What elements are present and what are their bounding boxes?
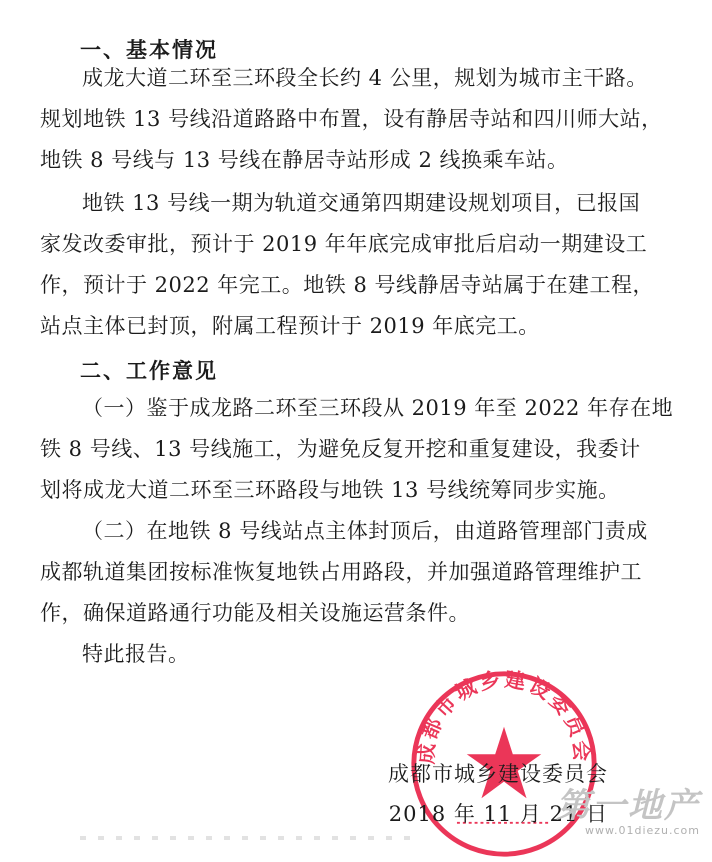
text-line: （一）鉴于成龙路二环至三环段从 2019 年至 2022 年存在地 xyxy=(82,396,674,420)
closing-text: 特此报告。 xyxy=(82,642,190,666)
text-line: 铁 8 号线、13 号线施工，为避免反复开挖和重复建设，我委计 xyxy=(40,437,641,461)
section-heading-basic-info: 一、基本情况 xyxy=(80,38,218,62)
paragraph-road-overview xyxy=(40,58,690,181)
watermark-logo: 第一地产 xyxy=(556,786,700,826)
paragraph-opinion-one xyxy=(40,388,690,511)
text-line: 规划地铁 13 号线沿道路路中布置，设有静居寺站和四川师大站， xyxy=(40,107,663,131)
site-watermark xyxy=(556,788,700,837)
section-heading-work-opinions: 二、工作意见 xyxy=(80,359,218,383)
paragraph-metro-plan xyxy=(40,183,690,347)
text-line: 地铁 8 号线与 13 号线在静居寺站形成 2 线换乘车站。 xyxy=(40,148,569,172)
text-line: 成都轨道集团按标准恢复地铁占用路段，并加强道路管理维护工 xyxy=(40,560,642,584)
text-line: 成龙大道二环至三环段全长约 4 公里，规划为城市主干路。 xyxy=(82,66,648,90)
text-line: 划将成龙大道二环至三环路段与地铁 13 号线统筹同步实施。 xyxy=(40,478,620,502)
watermark-url: www.01diezu.com xyxy=(584,824,700,837)
text-line: 家发改委审批，预计于 2019 年年底完成审批后启动一期建设工 xyxy=(40,232,648,256)
text-line: 地铁 13 号线一期为轨道交通第四期建设规划项目，已报国 xyxy=(82,191,641,215)
text-line: （二）在地铁 8 号线站点主体封顶后，由道路管理部门责成 xyxy=(82,519,648,543)
paragraph-opinion-two xyxy=(40,511,690,634)
issue-date: 2018 年 11 月 21 日 xyxy=(388,802,608,826)
seal-arc-text: 成都市城乡建设委员会 xyxy=(413,667,595,765)
issuing-organization: 成都市城乡建设委员会 xyxy=(388,762,608,786)
text-line: 作，预计于 2022 年完工。地铁 8 号线静居寺站属于在建工程， xyxy=(40,273,655,297)
text-line: 站点主体已封顶，附属工程预计于 2019 年底完工。 xyxy=(40,314,540,338)
text-line: 作，确保道路通行功能及相关设施运营条件。 xyxy=(40,601,470,625)
scan-edge-artifact xyxy=(80,836,410,840)
